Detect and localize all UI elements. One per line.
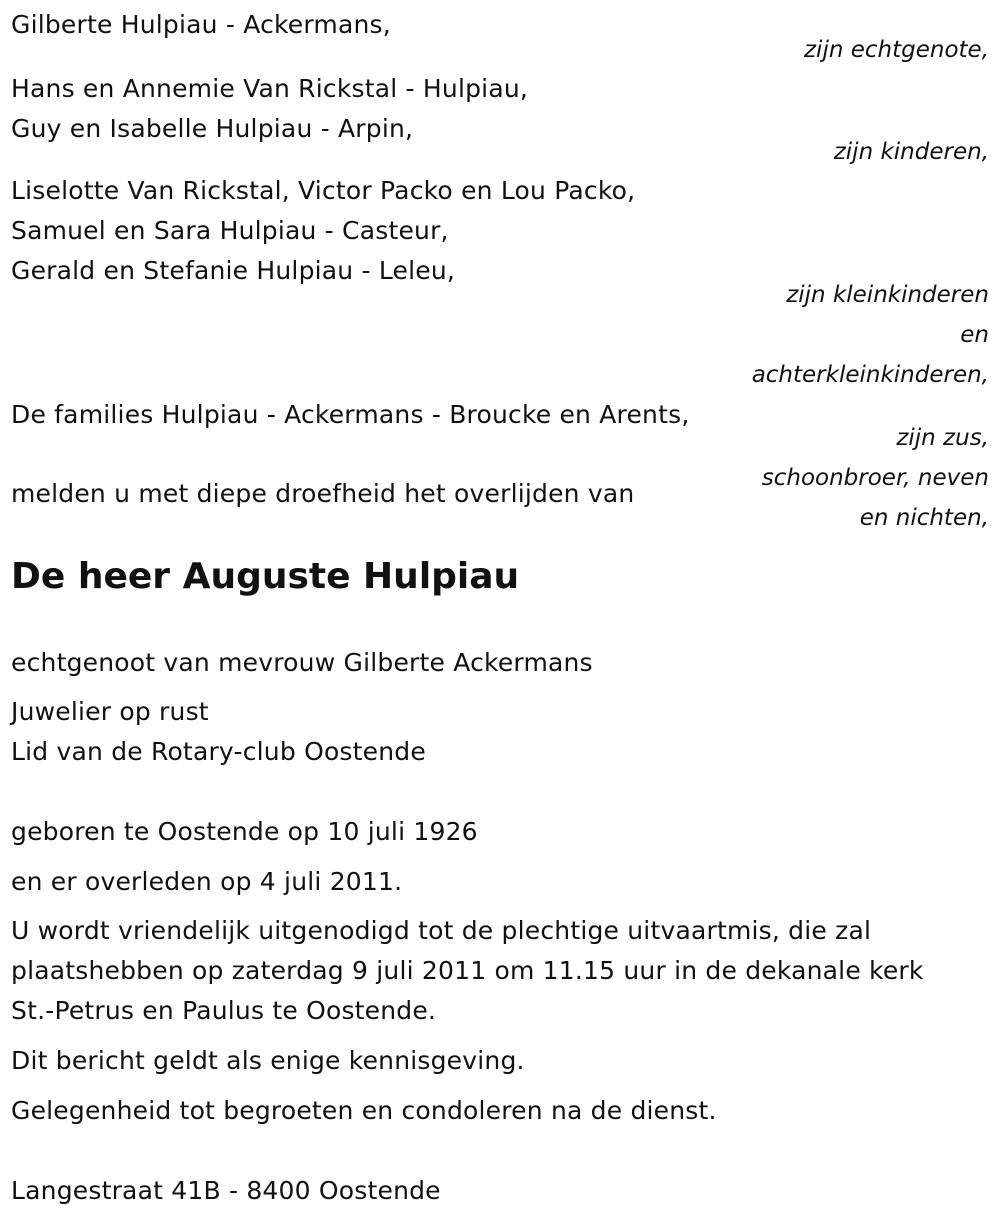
spouse-relation-line: zijn echtgenote,: [803, 37, 989, 63]
death-line: en er overleden op 4 juli 2011.: [11, 867, 403, 896]
spouse-relation: [804, 30, 989, 70]
ceremony-line: St.-Petrus en Paulus te Oostende.: [11, 996, 437, 1025]
deceased-occupation: Juwelier op rust: [11, 697, 209, 726]
address-line: Langestraat 41B - 8400 Oostende: [11, 1176, 441, 1205]
children-relation: [834, 132, 989, 172]
notice-line: Dit bericht geldt als enige kennisgeving.: [11, 1046, 525, 1075]
deceased-spouse-line: echtgenoot van mevrouw Gilberte Ackermans: [11, 648, 593, 677]
child-line: Hans en Annemie Van Rickstal - Hulpiau,: [11, 74, 529, 103]
grandchildren-relation-line: zijn kleinkinderen: [786, 282, 989, 308]
condolences-line: Gelegenheid tot begroeten en condoleren na de dienst.: [11, 1096, 717, 1125]
deceased-club: Lid van de Rotary-club Oostende: [11, 737, 426, 766]
ceremony-line: plaatshebben op zaterdag 9 juli 2011 om 11.15 uur in de dekanale kerk: [11, 956, 924, 985]
children-relation-line: zijn kinderen,: [833, 139, 989, 165]
child-line: Guy en Isabelle Hulpiau - Arpin,: [11, 114, 414, 143]
families-line: De families Hulpiau - Ackermans - Broucke en Arents,: [11, 400, 690, 429]
spouse-name: Gilberte Hulpiau - Ackermans,: [11, 10, 391, 39]
grandchildren-relation-line: en: [960, 322, 989, 348]
grandchild-line: Liselotte Van Rickstal, Victor Packo en Lou Packo,: [11, 176, 636, 205]
grandchild-line: Gerald en Stefanie Hulpiau - Leleu,: [11, 256, 456, 285]
families-relation-line: en nichten,: [859, 505, 989, 531]
grandchildren-relation: [752, 275, 989, 395]
grandchild-line: Samuel en Sara Hulpiau - Casteur,: [11, 216, 449, 245]
grandchildren-relation-line: achterkleinkinderen,: [751, 362, 989, 388]
families-relation-line: zijn zus,: [896, 425, 989, 451]
ceremony-line: U wordt vriendelijk uitgenodigd tot de plechtige uitvaartmis, die zal: [11, 916, 872, 945]
announcement-line: melden u met diepe droefheid het overlijden van: [11, 479, 635, 508]
deceased-name: De heer Auguste Hulpiau: [11, 556, 520, 597]
families-relation-line: schoonbroer, neven: [761, 465, 989, 491]
families-relation: [762, 418, 989, 538]
birth-line: geboren te Oostende op 10 juli 1926: [11, 817, 478, 846]
